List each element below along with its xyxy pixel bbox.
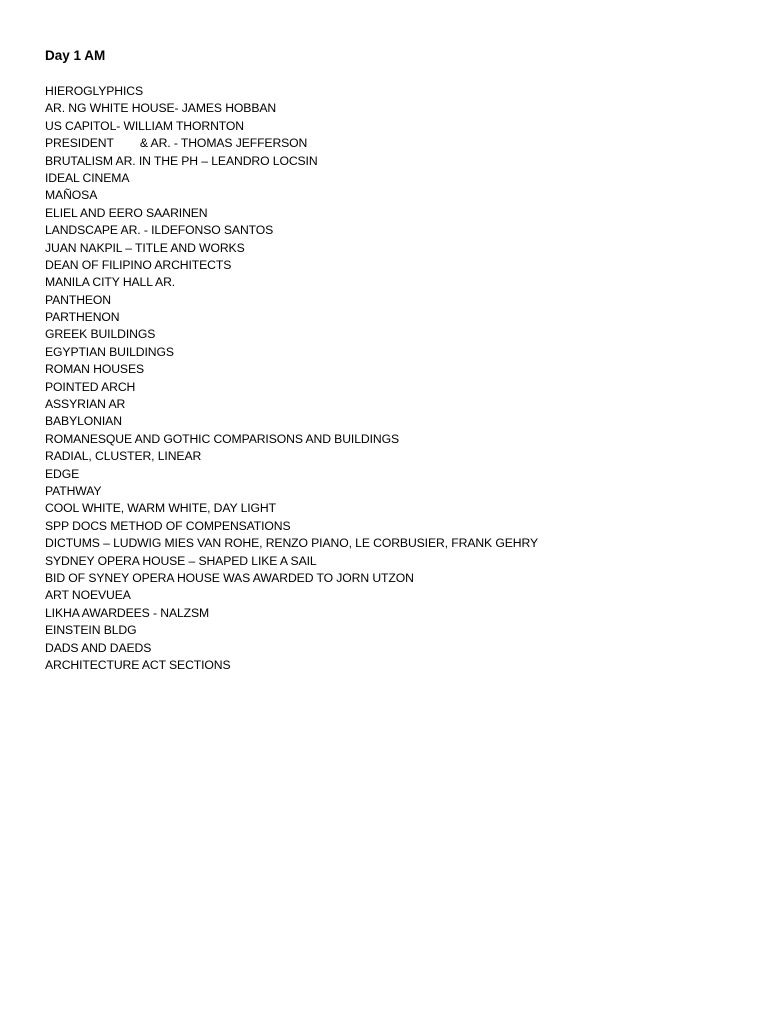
list-item: PRESIDENT & AR. - THOMAS JEFFERSON (45, 136, 308, 151)
list-item: IDEAL CINEMA (45, 170, 130, 185)
list-item: COOL WHITE, WARM WHITE, DAY LIGHT (45, 501, 276, 516)
list-item: PARTHENON (45, 310, 120, 325)
list-item: LIKHA AWARDEES - NALZSM (45, 605, 210, 620)
list-item: EGYPTIAN BUILDINGS (45, 344, 174, 359)
topic-list (45, 83, 538, 674)
list-item: DEAN OF FILIPINO ARCHITECTS (45, 257, 232, 272)
list-item: PANTHEON (45, 292, 112, 307)
list-item: BABYLONIAN (45, 414, 122, 429)
list-item: SPP DOCS METHOD OF COMPENSATIONS (45, 518, 291, 533)
list-item: ARCHITECTURE ACT SECTIONS (45, 657, 231, 672)
list-item: US CAPITOL- WILLIAM THORNTON (45, 118, 245, 133)
list-item: LANDSCAPE AR. - ILDEFONSO SANTOS (45, 223, 274, 238)
list-item: ASSYRIAN AR (45, 397, 126, 412)
list-item: GREEK BUILDINGS (45, 327, 156, 342)
list-item: MANILA CITY HALL AR. (45, 275, 176, 290)
list-item: JUAN NAKPIL – TITLE AND WORKS (45, 240, 245, 255)
list-item: POINTED ARCH (45, 379, 136, 394)
list-item: ELIEL AND EERO SAARINEN (45, 205, 208, 220)
list-item: ROMANESQUE AND GOTHIC COMPARISONS AND BUILDINGS (45, 431, 399, 446)
list-item: EDGE (45, 466, 80, 481)
list-item: RADIAL, CLUSTER, LINEAR (45, 449, 202, 464)
list-item: AR. NG WHITE HOUSE- JAMES HOBBAN (45, 101, 277, 116)
list-item: HIEROGLYPHICS (45, 84, 144, 98)
document-title: Day 1 AM (45, 48, 106, 63)
list-item: BID OF SYNEY OPERA HOUSE WAS AWARDED TO JORN UTZON (45, 570, 414, 585)
list-item: EINSTEIN BLDG (45, 623, 137, 638)
list-item: BRUTALISM AR. IN THE PH – LEANDRO LOCSIN (45, 153, 318, 168)
list-item: DICTUMS – LUDWIG MIES VAN ROHE, RENZO PIANO, LE CORBUSIER, FRANK GEHRY (45, 536, 538, 551)
list-item: PATHWAY (45, 483, 102, 498)
list-item: ROMAN HOUSES (45, 362, 145, 377)
list-item: SYDNEY OPERA HOUSE – SHAPED LIKE A SAIL (45, 553, 317, 568)
list-item: MAÑOSA (45, 188, 98, 203)
list-item: DADS AND DAEDS (45, 640, 152, 655)
list-item: ART NOEVUEA (45, 588, 131, 603)
